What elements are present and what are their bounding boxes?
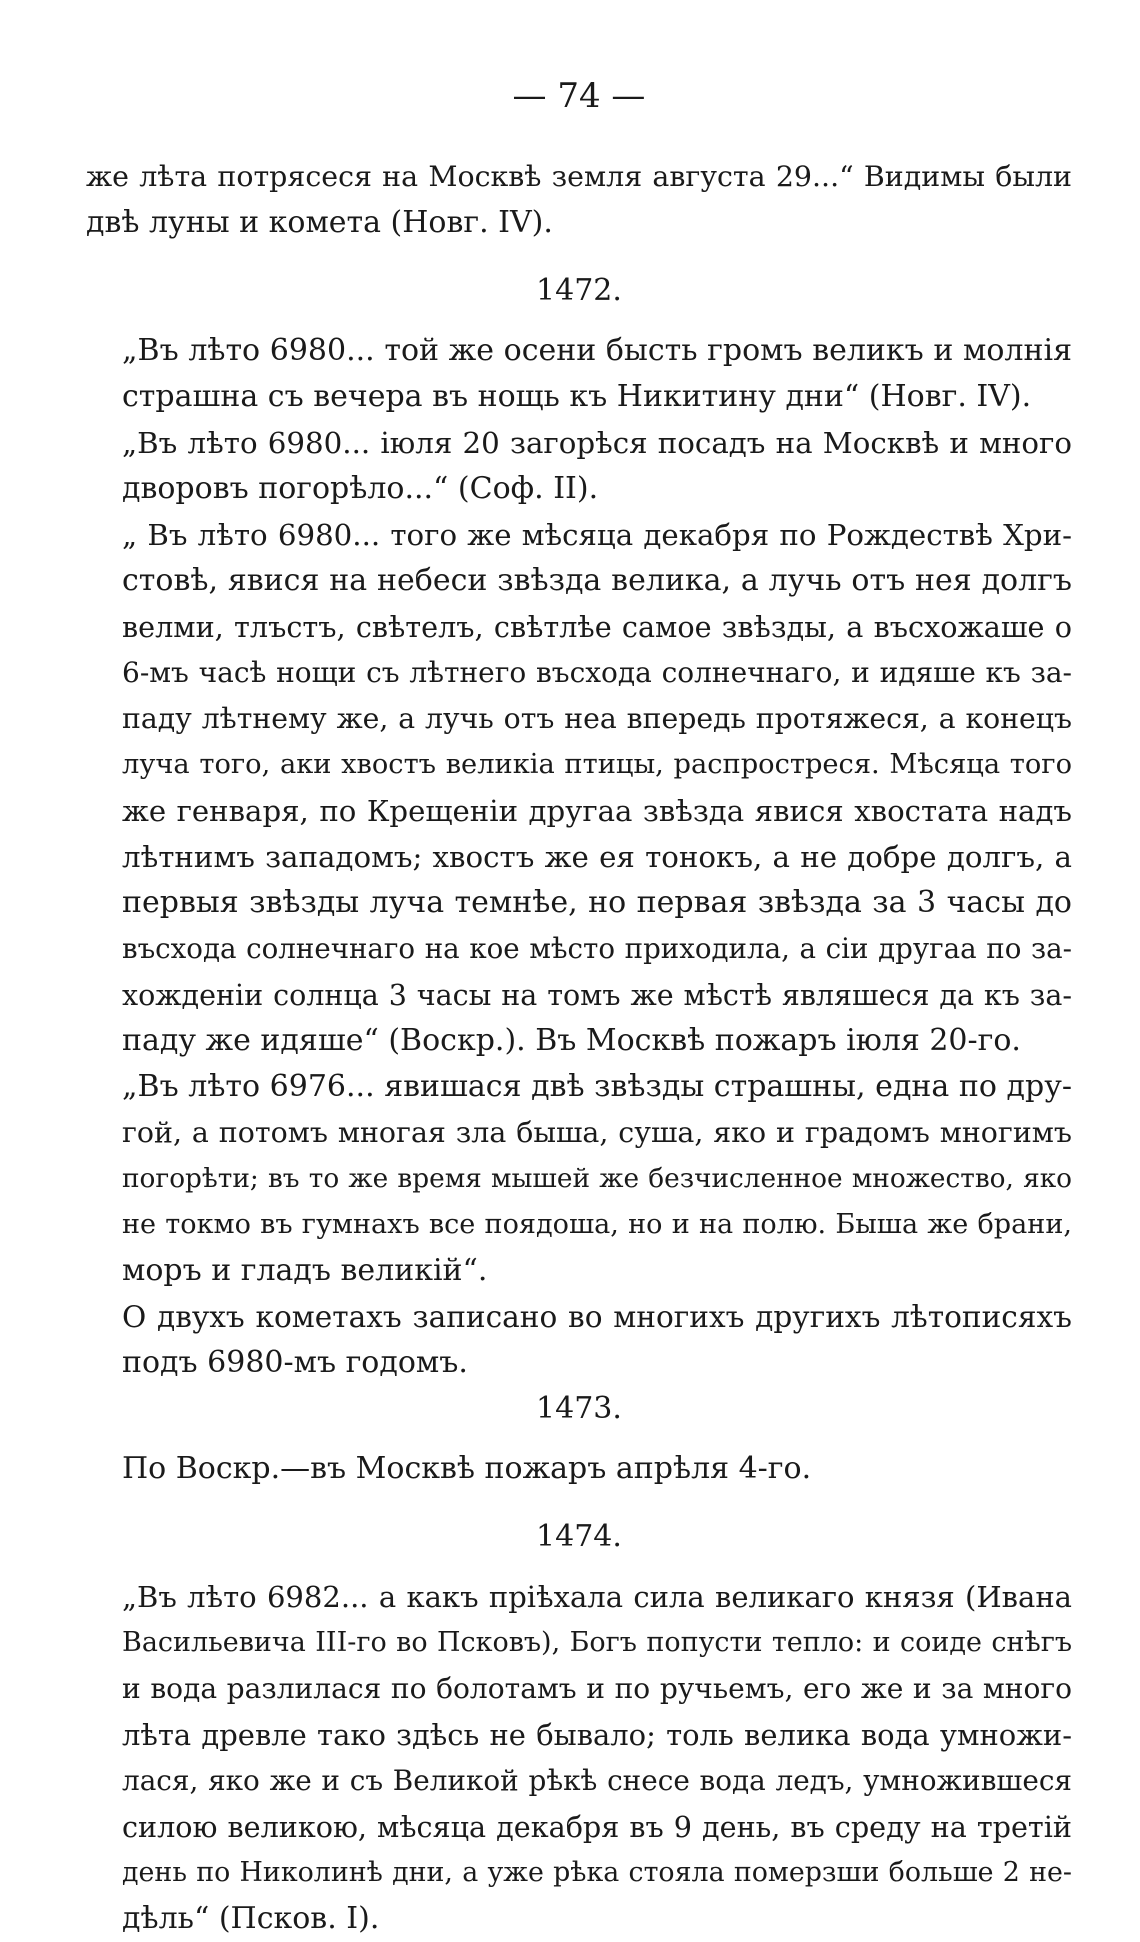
text-line: лася, яко же и съ Великой рѣкѣ снесе вода ледъ, умножившеся (122, 1764, 1072, 1797)
paragraph (86, 328, 1072, 420)
text-line: въсхода солнечнаго на кое мѣсто приходила, а сіи другаа по за- (122, 932, 1072, 965)
text-line: моръ и гладъ великій“. (122, 1253, 488, 1288)
text-line: лѣта древле тако здѣсь не бывало; толь велика вода умножи- (122, 1718, 1072, 1752)
text-line: же лѣта потрясеся на Москвѣ земля августа 29...“ Видимы были (86, 160, 1072, 193)
paragraph (86, 420, 1072, 512)
paragraph (86, 1294, 1072, 1386)
text-line: же генваря, по Крещеніи другаа звѣзда явися хвостата надъ (122, 794, 1072, 828)
year-heading-1472: 1472. (536, 273, 622, 308)
year-heading-1474: 1474. (536, 1519, 622, 1554)
text-line: 6-мъ часѣ нощи съ лѣтнего въсхода солнечнаго, и идяше къ за- (122, 656, 1072, 689)
text-line: силою великою, мѣсяца декабря въ 9 день, въ среду на третій (122, 1810, 1072, 1844)
year-heading-1473: 1473. (536, 1391, 622, 1426)
text-line: не токмо въ гумнахъ все поядоша, но и на полю. Быша же брани, (122, 1209, 1072, 1240)
text-line: „Въ лѣто 6976... явишася двѣ звѣзды страшны, една по дру- (122, 1069, 1072, 1104)
text-line: стовѣ, явися на небеси звѣзда велика, а лучь отъ нея долгъ (122, 563, 1072, 598)
text-line: день по Николинѣ дни, а уже рѣка стояла померзши больше 2 не- (122, 1857, 1072, 1888)
text-line: По Воскр.—въ Москвѣ пожаръ апрѣля 4-го. (122, 1451, 812, 1486)
text-line: погорѣти; въ то же время мышей же безчисленное множество, яко (122, 1164, 1072, 1194)
text-line: О двухъ кометахъ записано во многихъ другихъ лѣтописяхъ (122, 1300, 1072, 1334)
text-line: дѣль“ (Псков. I). (122, 1901, 380, 1936)
paragraph (86, 1064, 1072, 1294)
paragraph (86, 1446, 1072, 1492)
text-line: Васильевича III-го во Псковъ), Богъ попусти тепло: и соиде снѣгъ (122, 1627, 1072, 1658)
text-line: „Въ лѣто 6980... іюля 20 загорѣся посадъ на Москвѣ и много (122, 426, 1072, 460)
text-line: двѣ луны и комета (Новг. IV). (86, 205, 553, 240)
book-page (86, 68, 1072, 1942)
paragraph (86, 1574, 1072, 1942)
text-line: „ Въ лѣто 6980... того же мѣсяца декабря по Рождествѣ Хри- (122, 518, 1072, 552)
text-line: гой, а потомъ многая зла быша, суша, яко и градомъ многимъ (122, 1116, 1072, 1149)
text-line: „Въ лѣто 6982... а какъ пріѣхала сила великаго князя (Ивана (122, 1580, 1072, 1614)
text-line: луча того, аки хвостъ великіа птицы, распростреся. Мѣсяца того (122, 749, 1072, 780)
text-line: первыя звѣзды луча темнѣе, но первая звѣзда за 3 часы до (122, 885, 1072, 920)
text-line: и вода разлилася по болотамъ и по ручьемъ, его же и за много (122, 1672, 1072, 1705)
text-line: паду лѣтнему же, а лучь отъ неа впередь протяжеся, а конецъ (122, 702, 1072, 735)
paragraph-continuation (86, 154, 1072, 246)
page-number: — 74 — (512, 76, 646, 116)
text-line: дворовъ погорѣло...“ (Соф. II). (122, 471, 599, 506)
paragraph (86, 512, 1072, 1064)
text-line: паду же идяше“ (Воскр.). Въ Москвѣ пожаръ іюля 20-го. (122, 1023, 1021, 1058)
text-line: подъ 6980-мъ годомъ. (122, 1345, 468, 1380)
text-line: „Въ лѣто 6980... той же осени бысть громъ великъ и молнія (122, 333, 1072, 368)
text-line: велми, тлъстъ, свѣтелъ, свѣтлѣе самое звѣзды, а въсхожаше о (122, 610, 1072, 644)
text-line: лѣтнимъ западомъ; хвостъ же ея тонокъ, а не добре долгъ, а (122, 840, 1072, 874)
text-line: страшна съ вечера въ нощь къ Никитину дни“ (Новг. IV). (122, 379, 1032, 414)
text-line: хожденіи солнца 3 часы на томъ же мѣстѣ являшеся да къ за- (122, 978, 1072, 1012)
